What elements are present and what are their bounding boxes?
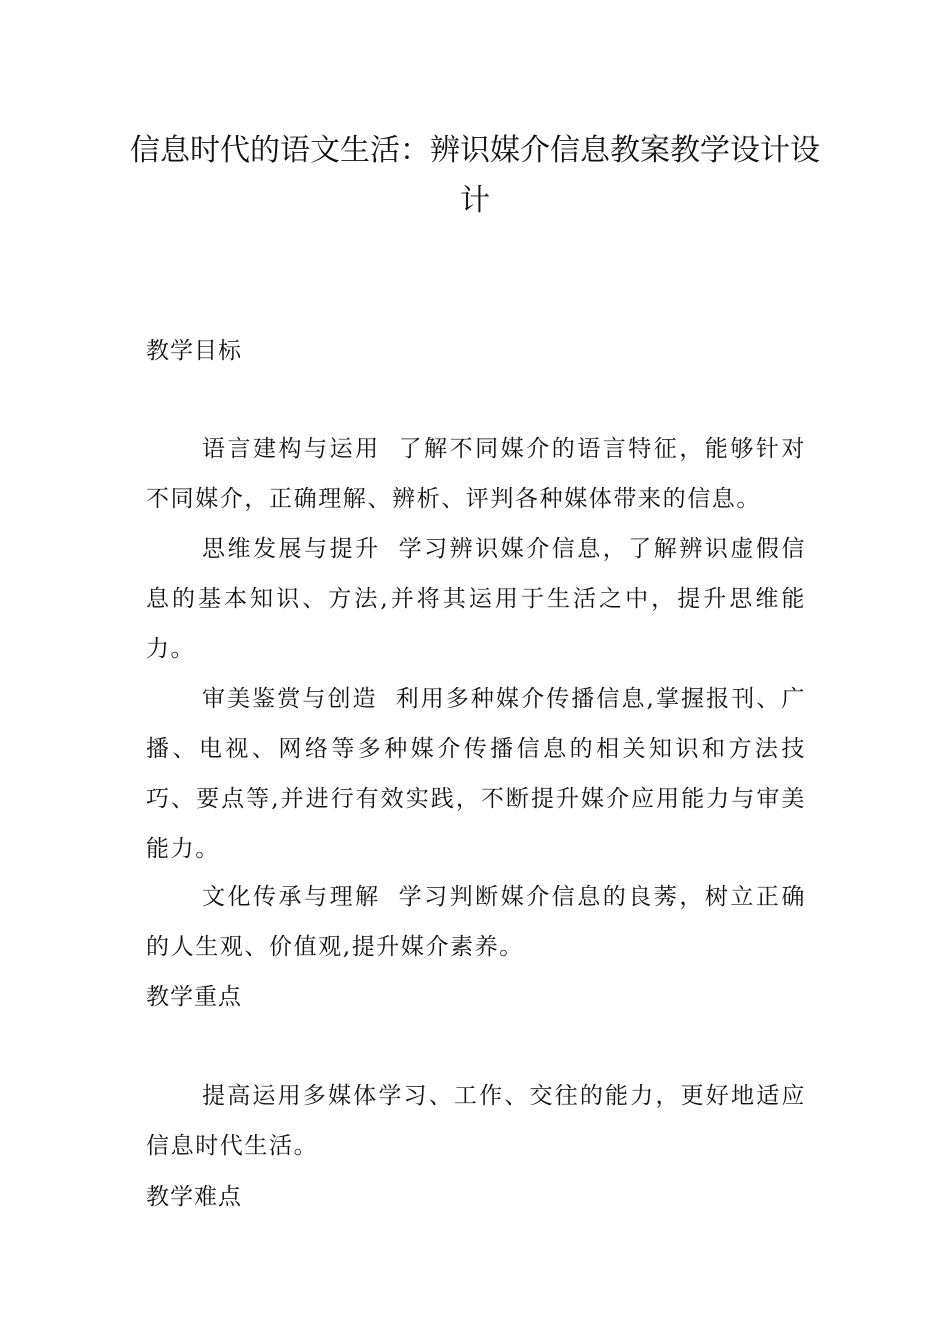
section-heading-key-points: 教学重点 (146, 984, 242, 1010)
key-point-paragraph (146, 1071, 806, 1171)
paragraph-lead: 文化传承与理解 (202, 884, 381, 910)
section-heading-objectives: 教学目标 (146, 338, 242, 364)
paragraph-text: 学习判断媒介信息的良莠，树立正确的人生观、价值观,提升媒介素养。 (146, 884, 806, 960)
objective-paragraph-aesthetics (146, 674, 806, 874)
paragraph-text: 了解不同媒介的语言特征，能够针对不同媒介，正确理解、辨析、评判各种媒体带来的信息。 (146, 436, 806, 512)
objective-paragraph-thinking (146, 524, 806, 674)
paragraph-lead: 审美鉴赏与创造 (202, 686, 378, 712)
paragraph-text: 利用多种媒介传播信息,掌握报刊、广播、电视、网络等多种媒介传播信息的相关知识和方法技巧、要点等,并进行有效实践，不断提升媒介应用能力与审美能力。 (146, 686, 806, 862)
paragraph-lead: 语言建构与运用 (202, 436, 381, 462)
paragraph-lead: 思维发展与提升 (202, 536, 381, 562)
objective-paragraph-language (146, 424, 806, 524)
paragraph-text: 学习辨识媒介信息，了解辨识虚假信息的基本知识、方法,并将其运用于生活之中，提升思维能力。 (146, 536, 806, 662)
section-heading-difficulties: 教学难点 (146, 1184, 242, 1210)
document-title: 信息时代的语文生活：辨识媒介信息教案教学设计设计 (130, 133, 820, 218)
objective-paragraph-culture (146, 872, 806, 972)
paragraph-text: 提高运用多媒体学习、工作、交往的能力，更好地适应信息时代生活。 (146, 1083, 806, 1159)
